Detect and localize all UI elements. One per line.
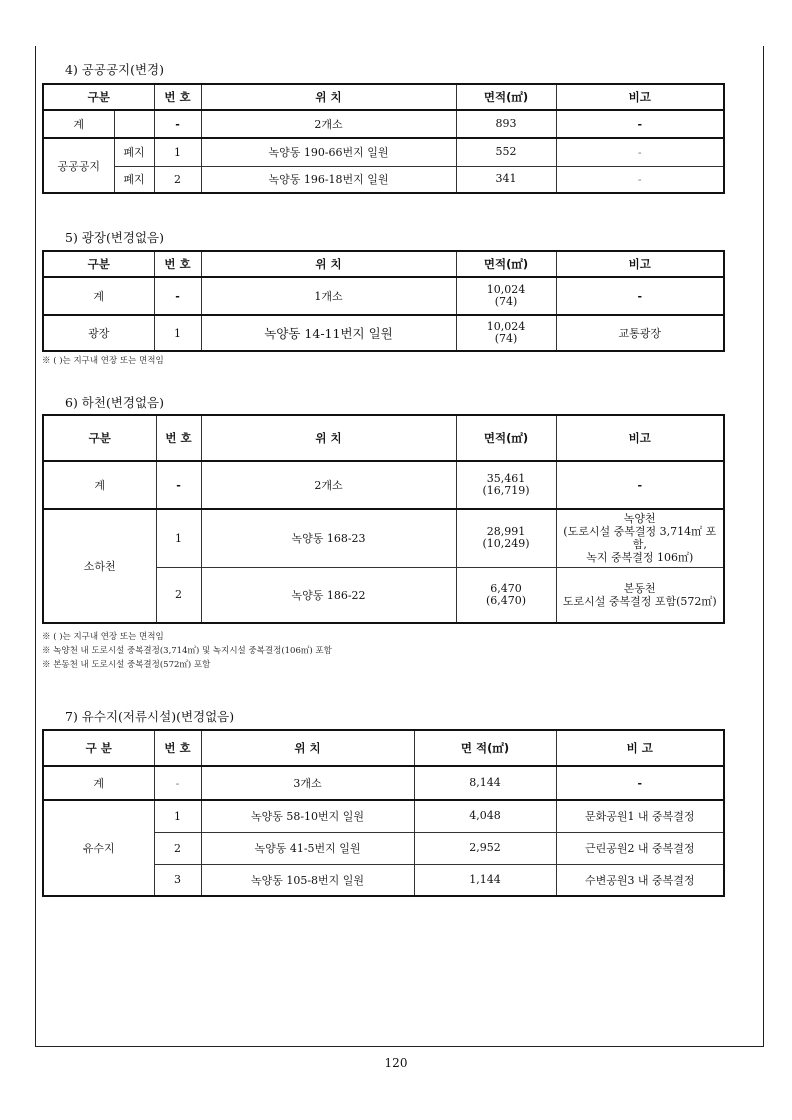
total-label: 계 xyxy=(43,110,114,138)
row-number: 2 xyxy=(156,567,201,623)
row-area xyxy=(456,509,556,567)
table-row xyxy=(43,138,724,166)
total-area: 8,144 xyxy=(414,766,556,800)
total-area xyxy=(456,277,556,315)
table-row xyxy=(43,315,724,351)
table-row xyxy=(43,800,724,832)
total-row xyxy=(43,766,724,800)
header-location: 위 치 xyxy=(201,251,456,277)
area-subvalue: (16,719) xyxy=(482,484,530,497)
total-number: - xyxy=(154,110,201,138)
row-location: 녹양동 41-5번지 일원 xyxy=(201,832,414,864)
area-value: 35,461 xyxy=(486,472,526,485)
total-label: 계 xyxy=(43,277,154,315)
header-number: 번 호 xyxy=(156,415,201,461)
footnote: ※ ( )는 지구내 연장 또는 면적임 xyxy=(42,632,164,642)
header-note: 비고 xyxy=(556,251,724,277)
row-number: 2 xyxy=(154,166,201,193)
row-status: 폐지 xyxy=(114,138,154,166)
header-number: 번 호 xyxy=(154,251,201,277)
header-division: 구분 xyxy=(43,415,156,461)
row-area: 4,048 xyxy=(414,800,556,832)
row-number: 3 xyxy=(154,864,201,896)
group-label: 유수지 xyxy=(43,800,154,896)
total-number: - xyxy=(154,277,201,315)
page-number: 120 xyxy=(384,1056,408,1070)
table-row xyxy=(43,166,724,193)
total-location: 3개소 xyxy=(201,766,414,800)
total-note: - xyxy=(556,277,724,315)
area-value: 28,991 xyxy=(486,525,526,539)
row-location: 녹양동 168-23 xyxy=(201,509,456,567)
section-4-title: 4) 공공공지(변경) xyxy=(65,62,165,77)
total-note: - xyxy=(556,766,724,800)
header-location: 위 치 xyxy=(201,730,414,766)
row-note xyxy=(556,567,724,623)
area-subvalue: (10,249) xyxy=(482,537,530,551)
footnote: ※ ( )는 지구내 연장 또는 면적임 xyxy=(42,356,164,366)
row-note: 수변공원3 내 중복결정 xyxy=(556,864,724,896)
section-6-title: 6) 하천(변경없음) xyxy=(65,395,165,410)
row-division: 광장 xyxy=(43,315,154,351)
note-line: (도로시설 중복결정 3,714㎡ 포함, xyxy=(563,525,717,552)
table-plaza xyxy=(42,250,725,352)
total-number: - xyxy=(156,461,201,509)
total-area: 893 xyxy=(456,110,556,138)
group-label: 공공공지 xyxy=(43,138,114,193)
area-subvalue: (74) xyxy=(494,332,518,345)
header-area: 면적(㎡) xyxy=(456,251,556,277)
row-area xyxy=(456,315,556,351)
header-area: 면적(㎡) xyxy=(456,415,556,461)
row-number: 1 xyxy=(154,315,201,351)
total-number: - xyxy=(154,766,201,800)
total-label: 계 xyxy=(43,766,154,800)
note-line: 녹지 중복결정 106㎡) xyxy=(586,551,694,565)
row-note: 근린공원2 내 중복결정 xyxy=(556,832,724,864)
row-area: 2,952 xyxy=(414,832,556,864)
group-label: 소하천 xyxy=(43,509,156,623)
header-division: 구분 xyxy=(43,251,154,277)
row-area xyxy=(456,567,556,623)
total-note: - xyxy=(556,461,724,509)
header-area: 면 적(㎡) xyxy=(414,730,556,766)
area-subvalue: (6,470) xyxy=(485,593,527,607)
row-note: 교통광장 xyxy=(556,315,724,351)
total-note: - xyxy=(556,110,724,138)
total-location: 1개소 xyxy=(201,277,456,315)
header-location: 위 치 xyxy=(201,415,456,461)
row-note: - xyxy=(556,166,724,193)
note-line: 본동천 xyxy=(623,581,656,595)
header-location: 위 치 xyxy=(201,84,456,110)
table-public-open-space xyxy=(42,83,725,194)
row-location: 녹양동 196-18번지 일원 xyxy=(201,166,456,193)
total-row xyxy=(43,277,724,315)
header-number: 번 호 xyxy=(154,730,201,766)
row-status: 폐지 xyxy=(114,166,154,193)
area-value: 10,024 xyxy=(486,283,526,296)
area-subvalue: (74) xyxy=(494,295,518,308)
area-value: 10,024 xyxy=(486,320,526,333)
note-line: 도로시설 중복결정 포함(572㎡) xyxy=(562,594,717,608)
row-location: 녹양동 14-11번지 일원 xyxy=(201,315,456,351)
total-location: 2개소 xyxy=(201,461,456,509)
note-line: 녹양천 xyxy=(623,512,656,526)
row-note xyxy=(556,509,724,567)
section-7-title: 7) 유수지(저류시설)(변경없음) xyxy=(65,709,235,724)
section-5-title: 5) 광장(변경없음) xyxy=(65,230,165,245)
header-note: 비고 xyxy=(556,84,724,110)
table-retention-basin xyxy=(42,729,725,897)
row-note: - xyxy=(556,138,724,166)
header-area: 면적(㎡) xyxy=(456,84,556,110)
table-stream xyxy=(42,414,725,624)
row-area: 1,144 xyxy=(414,864,556,896)
total-area xyxy=(456,461,556,509)
row-number: 1 xyxy=(156,509,201,567)
row-number: 1 xyxy=(154,800,201,832)
row-location: 녹양동 105-8번지 일원 xyxy=(201,864,414,896)
footnote: ※ 본동천 내 도로시설 중복결정(572㎡) 포함 xyxy=(42,660,211,670)
total-row xyxy=(43,461,724,509)
header-division: 구분 xyxy=(43,84,154,110)
header-note: 비 고 xyxy=(556,730,724,766)
row-note: 문화공원1 내 중복결정 xyxy=(556,800,724,832)
row-number: 2 xyxy=(154,832,201,864)
footnote: ※ 녹양천 내 도로시설 중복결정(3,714㎡) 및 녹지시설 중복결정(106㎡) 포함 xyxy=(42,646,332,656)
row-location: 녹양동 58-10번지 일원 xyxy=(201,800,414,832)
header-number: 번 호 xyxy=(154,84,201,110)
total-label: 계 xyxy=(43,461,156,509)
area-value: 6,470 xyxy=(490,581,522,595)
row-location: 녹양동 190-66번지 일원 xyxy=(201,138,456,166)
total-row xyxy=(43,110,724,138)
header-note: 비고 xyxy=(556,415,724,461)
row-location: 녹양동 186-22 xyxy=(201,567,456,623)
row-area: 341 xyxy=(456,166,556,193)
row-number: 1 xyxy=(154,138,201,166)
total-location: 2개소 xyxy=(201,110,456,138)
header-division: 구 분 xyxy=(43,730,154,766)
empty-cell xyxy=(114,110,154,138)
table-row xyxy=(43,509,724,567)
row-area: 552 xyxy=(456,138,556,166)
